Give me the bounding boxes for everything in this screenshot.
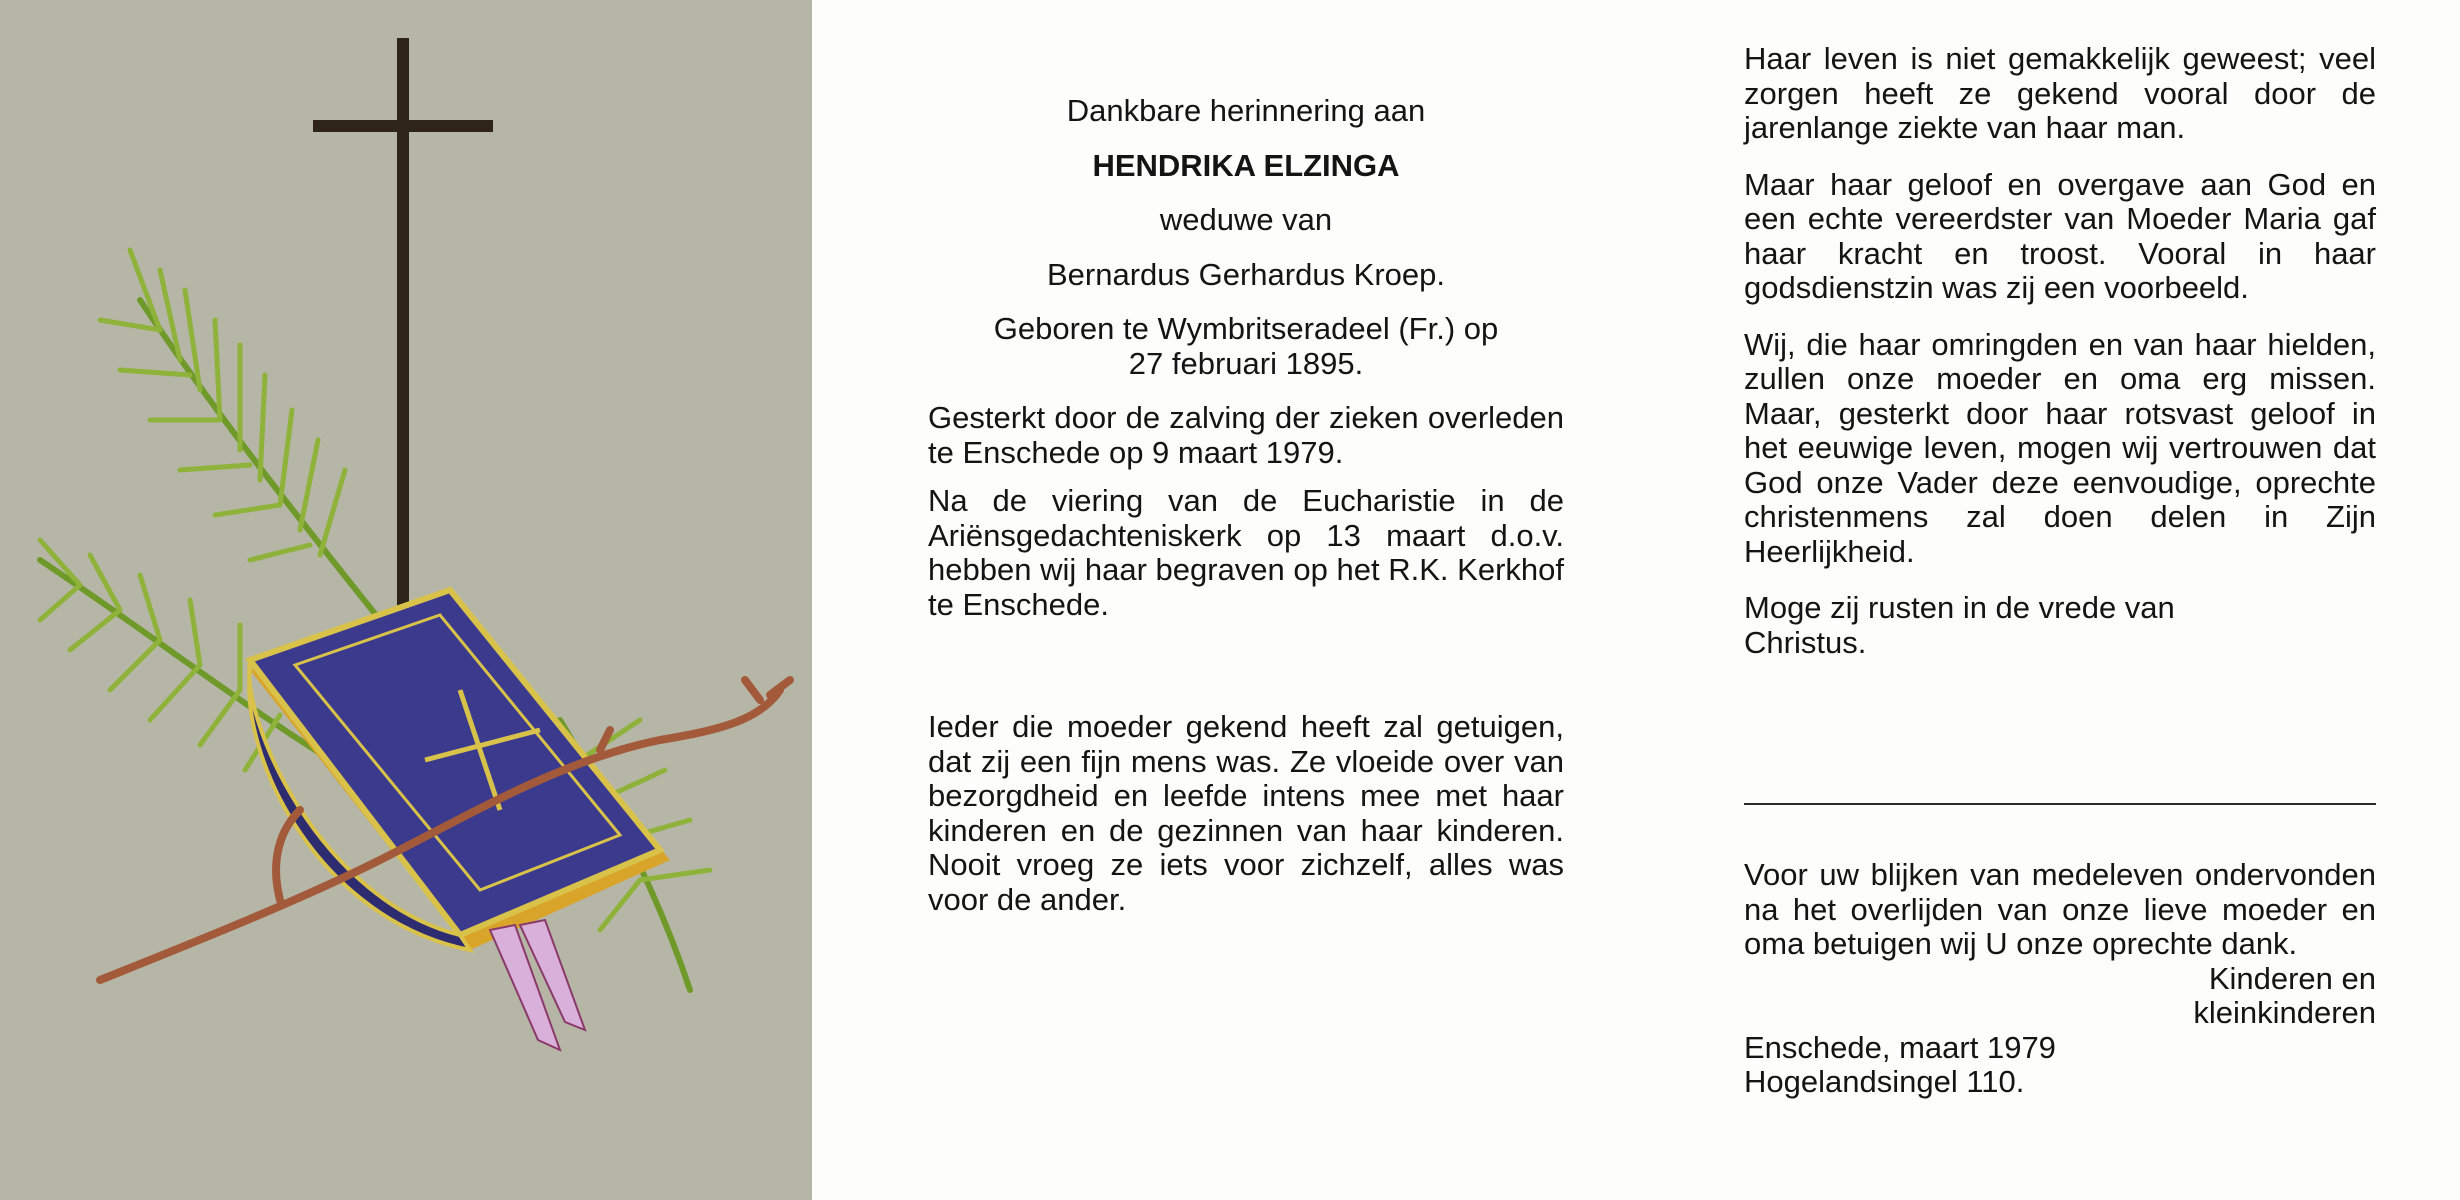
missing-paragraph: Wij, die haar omringden en van haar hielden, zullen onze moeder en oma erg missen. Maar, gesterkt door haar rotsvast geloof in het eeuwige leven, mogen wij vertrouwen dat God onze Vader deze eenvoudige, oprechte christenmens zal doen delen in Zijn Heerlijkheid. [1744,326,2376,569]
reflection-column [1744,42,2376,660]
birth-line-2: 27 februari 1895. [1128,345,1364,381]
ribbon-bookmark-icon [490,920,585,1050]
thanks-block [1744,858,2376,1100]
husband-name: Bernardus Gerhardus Kroep. [1046,256,1446,292]
illustration [0,0,812,1200]
signature-line-2: kleinkinderen [2193,995,2376,1030]
heading: Dankbare herinnering aan [1066,93,1426,128]
divider [1744,803,2376,805]
birth-info [928,312,1564,381]
faith-paragraph: Maar haar geloof en overgave aan God en een echte vereerdster van Moeder Maria gaf haar kracht en troost. Vooral in haar godsdienstzin was zij een voorbeeld. [1744,166,2376,305]
thanks-paragraph: Voor uw blijken van medeleven ondervonden na het overlijden van onze lieve moeder en oma betuigen wij U onze oprechte dank. [1744,857,2376,961]
cross-icon [313,38,493,618]
signature-line-1: Kinderen en [2208,960,2376,996]
peace-paragraph: Moge zij rusten in de vrede van Christus. [1744,590,2175,660]
funeral-info: Na de viering van de Eucharistie in de Ariënsgedachteniskerk op 13 maart d.o.v. hebben wij haar begraven op het R.K. Kerkhof te Enschede. [928,483,1564,622]
place-date: Enschede, maart 1979 [1744,1029,2056,1065]
death-info: Gesterkt door de zalving der zieken overleden te Enschede op 9 maart 1979. [928,400,1564,470]
address: Hogelandsingel 110. [1744,1064,2025,1099]
birth-line-1: Geboren te Wymbritseradeel (Fr.) op [993,311,1499,346]
widow-of-label: weduwe van [1159,202,1333,237]
life-paragraph: Haar leven is niet gemakkelijk geweest; veel zorgen heeft ze gekend vooral door de jarenlange ziekte van haar man. [1744,41,2376,145]
tribute-text: Ieder die moeder gekend heeft zal getuigen, dat zij een fijn mens was. Ze vloeide over van bezorgdheid en leefde intens mee met haar kinderen en de gezinnen van haar kinderen. Nooit vroeg ze iets voor zichzelf, alles was voor de ander. [928,709,1564,917]
deceased-name: HENDRIKA ELZINGA [1092,147,1400,183]
announcement-column [928,94,1564,917]
illustration-panel [0,0,812,1200]
